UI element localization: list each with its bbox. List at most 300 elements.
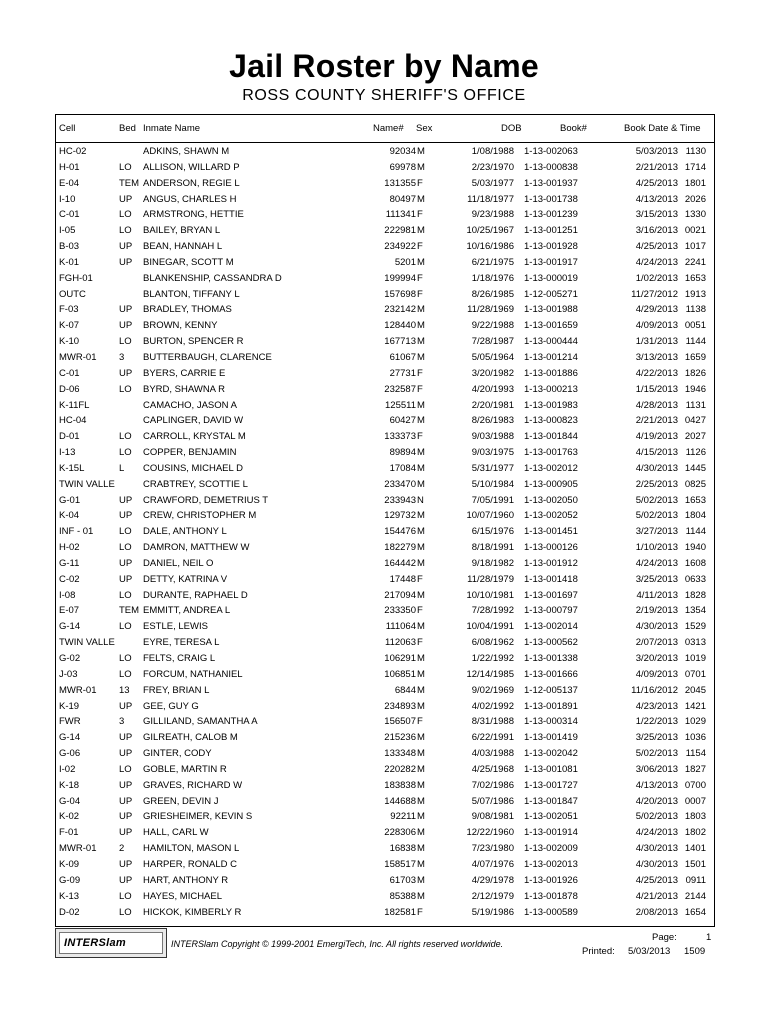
inmate-name: BLANKENSHIP, CASSANDRA D <box>143 272 282 284</box>
bed-code: UP <box>119 795 133 807</box>
book-time: 0701 <box>684 668 706 680</box>
book-number: 1-13-002051 <box>524 811 578 823</box>
report-footer <box>55 926 715 962</box>
report-title: Jail Roster by Name <box>229 48 539 84</box>
printed-date: 5/03/2013 <box>628 946 671 957</box>
inmate-name: ARMSTRONG, HETTIE <box>143 209 244 221</box>
book-date: 4/24/2013 <box>635 557 678 569</box>
table-row <box>56 652 714 668</box>
inmate-name: BURTON, SPENCER R <box>143 336 244 348</box>
book-number: 1-13-000589 <box>524 906 578 918</box>
bed-code: LO <box>119 542 132 554</box>
dob: 10/07/1960 <box>466 510 514 522</box>
book-number: 1-13-001418 <box>524 573 578 585</box>
table-row <box>56 509 714 525</box>
name-number: 92034 <box>389 146 416 157</box>
cell-code: H-01 <box>59 161 80 173</box>
book-time: 1019 <box>684 653 706 664</box>
sex: F <box>417 605 423 617</box>
dob: 9/08/1981 <box>471 811 514 823</box>
book-number: 1-13-002009 <box>524 843 578 855</box>
book-time: 0825 <box>684 478 706 490</box>
dob: 8/31/1988 <box>471 716 514 728</box>
inmate-name: EYRE, TERESA L <box>143 637 220 649</box>
dob: 7/28/1987 <box>471 336 514 348</box>
book-date: 4/25/2013 <box>635 874 678 886</box>
table-row <box>56 478 714 494</box>
table-row <box>56 351 714 367</box>
book-date: 2/25/2013 <box>635 478 678 490</box>
col-header-dob: DOB <box>501 123 522 134</box>
book-time: 0021 <box>684 225 706 237</box>
sex: M <box>417 542 425 554</box>
book-time: 2144 <box>684 890 706 902</box>
book-time: 1653 <box>684 272 706 284</box>
printed-time: 1509 <box>684 946 706 957</box>
inmate-name: CARROLL, KRYSTAL M <box>143 431 246 443</box>
book-number: 1-13-000823 <box>524 415 578 427</box>
name-number: 80497 <box>389 193 416 205</box>
name-number: 27731 <box>389 367 416 379</box>
book-date: 4/13/2013 <box>635 779 678 791</box>
book-number: 1-13-001239 <box>524 209 578 221</box>
book-time: 0313 <box>684 637 706 649</box>
cell-code: E-04 <box>59 177 80 189</box>
bed-code: UP <box>119 748 133 760</box>
book-time: 0633 <box>684 573 706 585</box>
cell-code: C-02 <box>59 573 80 585</box>
cell-code: I-13 <box>59 447 76 459</box>
sex: M <box>417 399 425 411</box>
cell-code: K-10 <box>59 336 80 348</box>
page-number: 1 <box>706 932 712 943</box>
bed-code: LO <box>119 447 132 459</box>
sex: M <box>417 478 425 490</box>
book-date: 4/30/2013 <box>635 858 678 870</box>
cell-code: B-03 <box>59 241 80 253</box>
book-date: 4/30/2013 <box>635 621 678 633</box>
book-date: 4/29/2013 <box>635 304 678 316</box>
report-subtitle: ROSS COUNTY SHERIFF'S OFFICE <box>242 87 526 104</box>
cell-code: K-01 <box>59 256 80 268</box>
sex: M <box>417 589 425 601</box>
name-number: 133373 <box>384 431 416 443</box>
book-time: 1354 <box>684 605 706 617</box>
bed-code: 3 <box>119 351 125 363</box>
inmate-name: GILREATH, CALOB M <box>143 732 238 744</box>
cell-code: I-08 <box>59 589 76 601</box>
inmate-name: BINEGAR, SCOTT M <box>143 256 234 268</box>
book-date: 4/09/2013 <box>635 668 678 680</box>
table-row <box>56 303 714 319</box>
book-date: 3/06/2013 <box>635 763 678 775</box>
cell-code: K-11FL <box>59 399 90 411</box>
sex: M <box>417 146 425 157</box>
book-date: 11/16/2012 <box>631 684 678 696</box>
table-row <box>56 430 714 446</box>
book-time: 1421 <box>684 700 706 712</box>
name-number: 111064 <box>385 621 416 633</box>
sex: M <box>417 526 425 538</box>
sex: M <box>417 653 425 664</box>
table-row <box>56 319 714 335</box>
cell-code: I-05 <box>59 225 76 237</box>
dob: 2/20/1981 <box>471 399 514 411</box>
sex: F <box>417 177 423 189</box>
book-number: 1-13-001081 <box>524 763 578 775</box>
dob: 1/18/1976 <box>471 272 514 284</box>
dob: 1/08/1988 <box>471 146 514 157</box>
book-number: 1-13-001738 <box>524 193 578 205</box>
book-date: 1/31/2013 <box>635 336 678 348</box>
book-number: 1-13-002042 <box>524 748 578 760</box>
name-number: 112063 <box>385 637 416 649</box>
sex: M <box>417 447 425 459</box>
table-row <box>56 193 714 209</box>
bed-code: UP <box>119 367 133 379</box>
book-time: 1940 <box>684 542 706 554</box>
book-number: 1-13-000562 <box>524 637 578 649</box>
dob: 12/22/1960 <box>466 827 514 839</box>
name-number: 158517 <box>384 858 416 870</box>
name-number: 228306 <box>384 827 416 839</box>
table-row <box>56 383 714 399</box>
dob: 3/20/1982 <box>471 367 514 379</box>
dob: 10/10/1981 <box>466 589 514 601</box>
book-time: 1826 <box>684 367 706 379</box>
sex: M <box>417 351 425 363</box>
sex: F <box>417 288 423 300</box>
bed-code: UP <box>119 241 133 253</box>
book-time: 0911 <box>685 874 706 886</box>
bed-code: L <box>119 462 125 474</box>
cell-code: TWIN VALLE <box>59 637 115 649</box>
book-date: 11/27/2012 <box>631 288 678 300</box>
book-time: 1126 <box>685 447 706 459</box>
table-row <box>56 240 714 256</box>
cell-code: FGH-01 <box>59 272 93 284</box>
inmate-name: CAPLINGER, DAVID W <box>143 415 244 427</box>
inmate-name: BEAN, HANNAH L <box>143 241 223 253</box>
sex: M <box>417 256 425 268</box>
table-row <box>56 573 714 589</box>
sex: F <box>417 367 423 379</box>
cell-code: G-11 <box>59 557 80 569</box>
bed-code: UP <box>119 304 133 316</box>
table-row <box>56 668 714 684</box>
sex: F <box>417 637 423 649</box>
book-number: 1-13-001727 <box>524 779 578 791</box>
name-number: 222981 <box>384 225 416 237</box>
bed-code: UP <box>119 732 133 744</box>
dob: 4/29/1978 <box>471 874 514 886</box>
book-date: 4/09/2013 <box>635 320 678 332</box>
book-time: 1714 <box>684 161 706 173</box>
dob: 5/31/1977 <box>471 462 514 474</box>
sex: F <box>417 241 423 253</box>
inmate-name: GRAVES, RICHARD W <box>143 779 243 791</box>
inmate-name: CREW, CHRISTOPHER M <box>143 510 257 522</box>
table-row <box>56 715 714 731</box>
book-time: 1029 <box>684 716 706 728</box>
book-time: 0051 <box>684 320 706 332</box>
dob: 6/22/1991 <box>471 732 514 744</box>
table-row <box>56 731 714 747</box>
bed-code: LO <box>119 906 132 918</box>
cell-code: K-19 <box>59 700 80 712</box>
book-time: 1445 <box>684 462 706 474</box>
sex: M <box>417 811 425 823</box>
col-header-book-date-time: Book Date & Time <box>624 123 701 134</box>
bed-code: LO <box>119 225 132 237</box>
bed-code: UP <box>119 193 133 205</box>
dob: 11/28/1979 <box>467 573 514 585</box>
book-number: 1-13-000797 <box>524 605 578 617</box>
bed-code: LO <box>119 383 132 395</box>
cell-code: C-01 <box>59 209 80 221</box>
cell-code: F-03 <box>59 304 79 316</box>
book-time: 1036 <box>684 732 706 744</box>
book-number: 1-13-002013 <box>524 858 578 870</box>
bed-code: UP <box>119 256 133 268</box>
book-time: 1138 <box>685 304 706 316</box>
inmate-name: GREEN, DEVIN J <box>143 795 219 807</box>
name-number: 215236 <box>384 732 416 744</box>
bed-code: 3 <box>119 716 125 728</box>
table-row <box>56 842 714 858</box>
book-time: 1154 <box>685 748 706 760</box>
dob: 9/18/1982 <box>471 557 514 569</box>
cell-code: K-07 <box>59 320 80 332</box>
dob: 7/05/1991 <box>471 494 514 506</box>
inmate-name: GINTER, CODY <box>143 748 212 760</box>
book-time: 1144 <box>685 526 706 538</box>
book-time: 1913 <box>684 288 706 300</box>
inmate-name: HARPER, RONALD C <box>143 858 237 870</box>
sex: M <box>417 336 425 348</box>
name-number: 144688 <box>384 795 416 807</box>
book-date: 3/27/2013 <box>635 526 678 538</box>
cell-code: G-14 <box>59 621 81 633</box>
book-number: 1-13-001666 <box>524 668 578 680</box>
table-row <box>56 399 714 415</box>
book-date: 4/23/2013 <box>635 700 678 712</box>
name-number: 111341 <box>385 209 416 221</box>
book-date: 1/02/2013 <box>635 272 678 284</box>
dob: 2/23/1970 <box>471 161 514 173</box>
inmate-name: ANDERSON, REGIE L <box>143 177 240 189</box>
name-number: 125511 <box>385 399 416 411</box>
cell-code: FWR <box>59 716 81 728</box>
book-date: 3/15/2013 <box>635 209 678 221</box>
book-number: 1-13-001912 <box>524 557 578 569</box>
name-number: 182581 <box>384 906 416 918</box>
table-row <box>56 700 714 716</box>
dob: 5/03/1977 <box>471 177 514 189</box>
name-number: 106851 <box>384 668 416 680</box>
book-number: 1-13-001214 <box>524 351 578 363</box>
book-time: 1653 <box>684 494 706 506</box>
bed-code: LO <box>119 336 132 348</box>
table-header <box>56 114 714 143</box>
inmate-name: ALLISON, WILLARD P <box>143 161 240 173</box>
book-number: 1-13-001983 <box>524 399 578 411</box>
sex: M <box>417 763 425 775</box>
name-number: 233943 <box>384 494 416 506</box>
bed-code: UP <box>119 557 133 569</box>
col-header-cell: Cell <box>59 123 76 134</box>
inmate-name: DETTY, KATRINA V <box>143 573 228 585</box>
cell-code: OUTC <box>59 288 86 300</box>
table-row <box>56 208 714 224</box>
dob: 10/16/1986 <box>466 241 514 253</box>
name-number: 5201 <box>394 256 416 268</box>
sex: F <box>417 209 423 221</box>
name-number: 6844 <box>394 684 416 696</box>
inmate-name: CAMACHO, JASON A <box>143 399 237 411</box>
dob: 12/14/1985 <box>466 668 514 680</box>
dob: 6/21/1975 <box>471 256 514 268</box>
inmate-name: HART, ANTHONY R <box>143 874 229 886</box>
book-date: 4/24/2013 <box>635 827 678 839</box>
book-number: 1-13-000019 <box>524 272 578 284</box>
inmate-name: CRABTREY, SCOTTIE L <box>143 478 248 490</box>
book-time: 0700 <box>684 779 706 791</box>
cell-code: E-07 <box>59 605 80 617</box>
book-number: 1-13-001419 <box>524 732 578 744</box>
book-date: 4/19/2013 <box>635 431 678 443</box>
sex: M <box>417 732 425 744</box>
book-date: 2/21/2013 <box>635 161 678 173</box>
book-date: 5/02/2013 <box>635 494 678 506</box>
book-time: 0427 <box>684 415 706 427</box>
name-number: 232142 <box>384 304 416 316</box>
inmate-name: BYRD, SHAWNA R <box>143 383 225 395</box>
book-date: 5/03/2013 <box>635 146 678 157</box>
inmate-name: ADKINS, SHAWN M <box>143 146 230 157</box>
sex: M <box>417 462 425 474</box>
dob: 11/28/1969 <box>467 304 514 316</box>
inmate-name: GEE, GUY G <box>143 700 199 712</box>
name-number: 17084 <box>389 462 416 474</box>
bed-code: 13 <box>119 684 130 696</box>
table-row <box>56 810 714 826</box>
book-time: 1017 <box>684 241 706 253</box>
col-header-bed: Bed <box>119 123 136 134</box>
inmate-name: HAMILTON, MASON L <box>143 843 240 855</box>
book-time: 1401 <box>684 843 706 855</box>
inmate-name: DURANTE, RAPHAEL D <box>143 589 248 601</box>
name-number: 61067 <box>389 351 416 363</box>
sex: M <box>417 161 425 173</box>
book-number: 1-13-001844 <box>524 431 578 443</box>
name-number: 199994 <box>384 272 416 284</box>
dob: 6/08/1962 <box>471 637 514 649</box>
book-number: 1-12-005137 <box>524 684 578 696</box>
book-number: 1-13-001914 <box>524 827 578 839</box>
table-row <box>56 446 714 462</box>
book-date: 2/19/2013 <box>635 605 678 617</box>
name-number: 234893 <box>384 700 416 712</box>
book-date: 2/07/2013 <box>635 637 678 649</box>
book-date: 4/13/2013 <box>635 193 678 205</box>
cell-code: I-02 <box>59 763 76 775</box>
table-row <box>56 874 714 890</box>
cell-code: F-01 <box>59 827 79 839</box>
book-time: 1529 <box>684 621 706 633</box>
inmate-name: HAYES, MICHAEL <box>143 890 223 902</box>
inmate-name: COUSINS, MICHAEL D <box>143 462 243 474</box>
bed-code: UP <box>119 858 133 870</box>
book-number: 1-13-000126 <box>524 542 578 554</box>
book-time: 2026 <box>684 193 706 205</box>
cell-code: D-01 <box>59 431 80 443</box>
name-number: 232587 <box>384 383 416 395</box>
inmate-name: FORCUM, NATHANIEL <box>143 668 243 680</box>
bed-code: UP <box>119 494 133 506</box>
dob: 8/18/1991 <box>471 542 514 554</box>
book-date: 5/02/2013 <box>635 811 678 823</box>
dob: 4/03/1988 <box>471 748 514 760</box>
book-date: 4/24/2013 <box>635 256 678 268</box>
book-number: 1-12-005271 <box>524 288 578 300</box>
bed-code: UP <box>119 573 133 585</box>
inmate-name: ANGUS, CHARLES H <box>143 193 237 205</box>
dob: 5/05/1964 <box>471 351 514 363</box>
inmate-name: GOBLE, MARTIN R <box>143 763 227 775</box>
table-row <box>56 224 714 240</box>
cell-code: G-04 <box>59 795 81 807</box>
book-number: 1-13-000314 <box>524 716 578 728</box>
copyright-text: INTERSlam Copyright © 1999-2001 EmergiTech, Inc. All rights reserved worldwide. <box>171 939 504 949</box>
cell-code: D-06 <box>59 383 80 395</box>
table-row <box>56 288 714 304</box>
cell-code: C-01 <box>59 367 80 379</box>
inmate-name: BAILEY, BRYAN L <box>143 225 221 237</box>
inmate-name: DAMRON, MATTHEW W <box>143 542 250 554</box>
book-number: 1-13-001659 <box>524 320 578 332</box>
book-time: 1130 <box>685 146 706 157</box>
name-number: 131355 <box>384 177 416 189</box>
sex: M <box>417 779 425 791</box>
name-number: 17448 <box>389 573 416 585</box>
book-date: 3/16/2013 <box>635 225 678 237</box>
bed-code: LO <box>119 668 132 680</box>
cell-code: G-02 <box>59 653 81 664</box>
name-number: 61703 <box>389 874 416 886</box>
book-number: 1-13-001697 <box>524 589 578 601</box>
sex: M <box>417 827 425 839</box>
dob: 7/23/1980 <box>471 843 514 855</box>
sex: M <box>417 304 425 316</box>
book-date: 1/22/2013 <box>635 716 678 728</box>
cell-code: G-14 <box>59 732 81 744</box>
cell-code: MWR-01 <box>59 684 97 696</box>
book-date: 5/02/2013 <box>635 510 678 522</box>
table-row <box>56 747 714 763</box>
table-row <box>56 367 714 383</box>
book-number: 1-13-001988 <box>524 304 578 316</box>
book-number: 1-13-000838 <box>524 161 578 173</box>
book-number: 1-13-001928 <box>524 241 578 253</box>
sex: M <box>417 557 425 569</box>
book-date: 4/28/2013 <box>635 399 678 411</box>
name-number: 106291 <box>384 653 416 664</box>
inmate-name: BROWN, KENNY <box>143 320 218 332</box>
book-date: 1/15/2013 <box>635 383 678 395</box>
dob: 7/02/1986 <box>471 779 514 791</box>
book-number: 1-13-001917 <box>524 256 578 268</box>
